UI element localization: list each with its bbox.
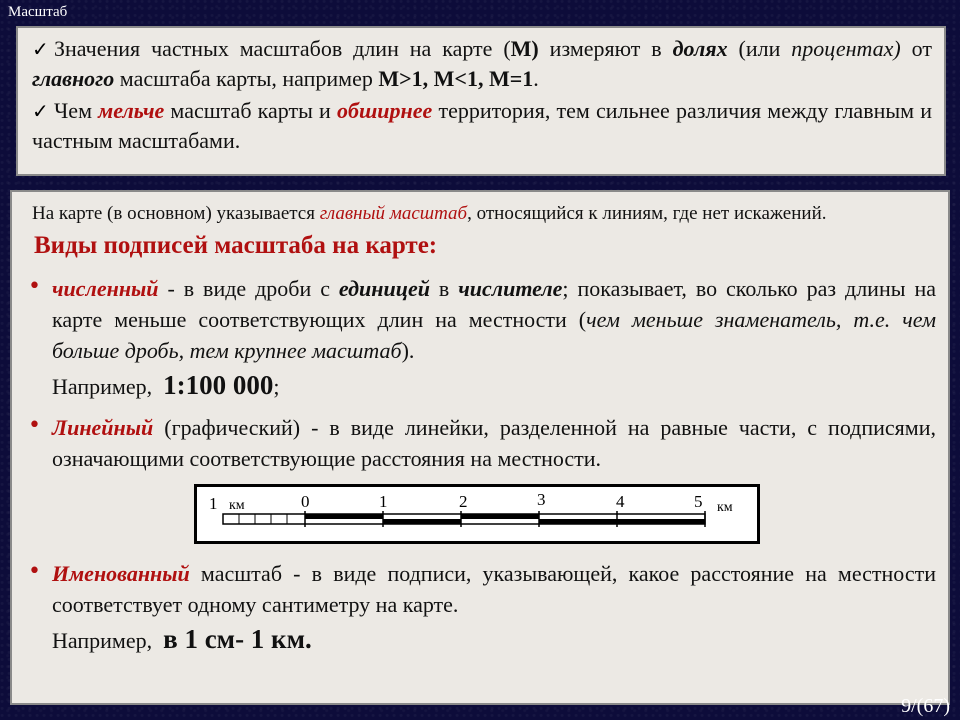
text: масштаб - в виде подписи, указывающей, какое расстояние на местности соответствует одному сантиметру на карте. (52, 561, 936, 617)
scale-right-unit: км (717, 500, 733, 515)
scale-bar-graphic (197, 487, 757, 541)
scale-left-unit: км (229, 498, 245, 513)
definition-box (16, 26, 946, 176)
bullet-icon: • (28, 274, 41, 299)
text: (или (727, 36, 792, 61)
example-value: в 1 см- 1 км. (163, 624, 312, 654)
bullet-icon: • (28, 413, 41, 438)
scale-tick-label: 0 (301, 492, 310, 511)
text: масштаба карты, например (114, 66, 379, 91)
text: масштаб карты и (164, 98, 337, 123)
text-red: мельче (98, 98, 165, 123)
scale-tick-label: 4 (616, 492, 625, 511)
term-named: Именованный (52, 561, 190, 586)
text: в (429, 276, 459, 301)
section-title: Масштаб (8, 4, 68, 20)
intro-paragraph (34, 200, 936, 227)
scale-segment (383, 519, 461, 524)
text: территория, тем сильнее различия между главным и частным масштабами. (32, 98, 932, 153)
numeric-example (24, 370, 936, 402)
text-red: обширнее (337, 98, 433, 123)
text-italic: чем меньше знаменатель, т.е. чем больше дробь, тем крупнее масштаб (52, 307, 936, 363)
text-italic: процентах) (791, 36, 901, 61)
text: от (900, 36, 932, 61)
text: ; (273, 374, 280, 399)
text: . (533, 66, 539, 91)
bullet-icon: • (28, 559, 41, 584)
named-scale-item (24, 558, 936, 620)
example-label: Например, (52, 628, 153, 653)
page-number: 9/(67) (901, 695, 950, 717)
text-bold-italic: числителе (458, 276, 563, 301)
scale-segment (617, 519, 705, 524)
scale-tick-label: 3 (537, 490, 546, 509)
text: , относящийся к линиям, где нет искажений. (467, 203, 827, 224)
example-value: 1:100 000 (163, 370, 274, 400)
linear-scale-item (24, 412, 936, 474)
scale-segment (461, 514, 539, 519)
scale-types-box (10, 190, 950, 705)
example-label: Например, (52, 374, 153, 399)
text-bold-italic: долях (672, 36, 728, 61)
scale-tick-label: 2 (459, 492, 468, 511)
text-bold-italic: главного (32, 66, 115, 91)
text: На карте (в основном) указывается (32, 203, 320, 224)
scale-segment (305, 514, 383, 519)
scale-difference-paragraph (32, 96, 932, 156)
named-example (24, 624, 936, 656)
scale-tick-label: 5 (694, 492, 703, 511)
scale-segment (539, 519, 617, 524)
scale-types-heading: Виды подписей масштаба на карте: (34, 232, 438, 259)
text: ; показывает, во сколько раз длины на карте меньше соответствующих длин на местности ( (52, 276, 936, 332)
text-bold: М>1, М<1, М=1 (378, 66, 534, 91)
text: (графический) - в виде линейки, разделенной на равные части, с подписями, означающими соответствующие расстояния на местности. (52, 415, 936, 471)
text: Значения частных масштабов длин на карте ( (54, 36, 511, 61)
partial-scale-paragraph (32, 34, 932, 94)
text: - в виде дроби с (158, 276, 339, 301)
text: ). (401, 338, 415, 363)
text-bold-italic: единицей (338, 276, 430, 301)
linear-scale-bar (194, 484, 760, 544)
term-linear: Линейный (52, 415, 154, 440)
scale-left-label: 1 (209, 494, 218, 513)
check-icon: ✓ (32, 99, 49, 123)
numeric-scale-item (24, 273, 936, 366)
text: Чем (54, 98, 99, 123)
text-red: главный масштаб (319, 203, 468, 224)
text: измеряют в (538, 36, 673, 61)
scale-tick-label: 1 (379, 492, 388, 511)
check-icon: ✓ (32, 37, 49, 61)
text-bold: М) (510, 36, 539, 61)
term-numeric: численный (52, 276, 159, 301)
